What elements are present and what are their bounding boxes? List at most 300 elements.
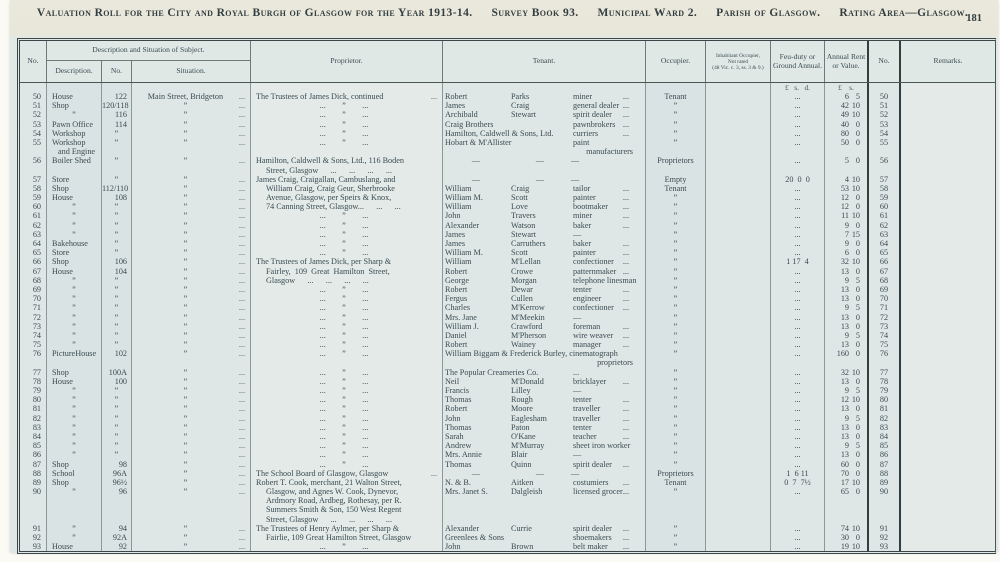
cell-inhabitant xyxy=(706,230,771,239)
tenant-occupation: foreman xyxy=(573,321,601,331)
cell-situation xyxy=(132,423,251,432)
tenant-occupation: belt maker xyxy=(573,542,608,552)
table-row xyxy=(20,110,995,119)
cell-street-no: ” xyxy=(102,441,132,450)
cell-no-right: 51 xyxy=(869,101,901,110)
rent-pounds: 9 xyxy=(844,330,849,340)
cell-feu-duty: ... xyxy=(771,340,825,349)
rent-shillings: 0 xyxy=(855,459,860,469)
cell-street-no: 96 xyxy=(102,487,132,496)
situation-text: ” xyxy=(183,202,188,212)
situation-text: ” xyxy=(183,441,188,451)
cell-no-left: 79 xyxy=(20,386,47,395)
cell-tenant xyxy=(443,496,646,505)
situation-dots xyxy=(245,505,250,514)
cell-no-right: 67 xyxy=(869,267,901,276)
table-row xyxy=(20,156,995,165)
cell-remarks xyxy=(901,441,995,450)
cell-occupier: ” xyxy=(646,441,706,450)
cell-description xyxy=(47,358,102,367)
table-row xyxy=(20,386,995,395)
cell-inhabitant xyxy=(706,340,771,349)
proprietor-dots xyxy=(437,533,442,542)
situation-dots: ... xyxy=(238,183,245,193)
tenant-occupation-cont xyxy=(633,515,645,524)
tenant-forename: Greenlees & Sons xyxy=(445,533,505,542)
rent-shillings: 0 xyxy=(855,404,860,414)
table-row xyxy=(20,211,995,220)
cell-feu-duty: ... xyxy=(771,404,825,413)
header-feu-duty: Feu-duty or Ground Annual. xyxy=(771,41,825,82)
tenant-forename: Robert xyxy=(445,340,468,350)
tenant-occupation: — xyxy=(571,174,580,184)
proprietor-dots xyxy=(437,267,442,276)
proprietor-dots xyxy=(437,276,442,285)
cell-description xyxy=(47,496,102,505)
tenant-surname xyxy=(511,368,573,377)
cell-no-right: 87 xyxy=(869,460,901,469)
proprietor-dots xyxy=(437,414,442,423)
cell-proprietor xyxy=(251,120,443,129)
tenant-occupation: spirit dealer xyxy=(573,110,612,120)
cell-description: ” xyxy=(47,340,102,349)
tenant-occupation: paint xyxy=(573,137,590,147)
proprietor-dots xyxy=(437,340,442,349)
cell-no-left: 72 xyxy=(20,313,47,322)
header-remarks: Remarks. xyxy=(933,56,963,66)
proprietor-text: Ardmory Road, Ardbeg, Rothesay, per R. xyxy=(266,496,402,506)
cell-proprietor xyxy=(251,515,443,524)
inhabitant-line1: Inhabitant Occupier, xyxy=(715,52,761,59)
cell-annual-rent xyxy=(825,524,869,533)
cell-inhabitant xyxy=(706,138,771,147)
tenant-occupation-cont xyxy=(633,478,645,487)
cell-inhabitant xyxy=(706,386,771,395)
cell-situation xyxy=(132,184,251,193)
tenant-occupation-cont xyxy=(633,110,645,119)
tenant-forename: William Biggam & Frederick Burley, cinematograph xyxy=(445,349,618,359)
cell-situation xyxy=(132,257,251,266)
cell-tenant xyxy=(443,322,646,331)
cell-remarks xyxy=(901,478,995,487)
scanned-document xyxy=(10,0,998,552)
rent-shillings: 0 xyxy=(855,468,860,478)
cell-street-no: 112/110 xyxy=(102,184,132,193)
cell-inhabitant xyxy=(706,469,771,478)
rent-shillings: 0 xyxy=(855,202,860,212)
cell-remarks xyxy=(901,533,995,542)
situation-dots: ... xyxy=(238,303,245,313)
cell-description: Store xyxy=(47,248,102,257)
situation-text: ” xyxy=(183,349,188,359)
cell-inhabitant xyxy=(706,92,771,101)
proprietor-text: 74 Canning Street, Glasgow... ... ... xyxy=(266,202,401,212)
cell-tenant xyxy=(443,156,646,165)
cell-description: PictureHouse xyxy=(47,349,102,358)
cell-tenant xyxy=(443,110,646,119)
tenant-occupation-cont xyxy=(633,423,645,432)
cell-no-right: 82 xyxy=(869,414,901,423)
rent-shillings: 0 xyxy=(855,119,860,129)
cell-no-right: 91 xyxy=(869,524,901,533)
proprietor-text: ... ” ... xyxy=(319,386,369,395)
cell-no-left xyxy=(20,166,47,175)
situation-text: ” xyxy=(183,119,188,129)
cell-proprietor xyxy=(251,193,443,202)
cell-no-left: 51 xyxy=(20,101,47,110)
cell-proprietor xyxy=(251,285,443,294)
tenant-forename: Robert xyxy=(445,92,468,101)
rent-pounds: 19 xyxy=(840,542,849,552)
rent-pounds: 9 xyxy=(844,220,849,230)
cell-street-no: ” xyxy=(102,294,132,303)
cell-occupier: ” xyxy=(646,377,706,386)
cell-annual-rent xyxy=(825,156,869,165)
cell-feu-duty: ... xyxy=(771,211,825,220)
cell-proprietor xyxy=(251,230,443,239)
cell-annual-rent xyxy=(825,533,869,542)
cell-feu-duty: ... xyxy=(771,110,825,119)
cell-annual-rent xyxy=(825,313,869,322)
cell-tenant xyxy=(443,377,646,386)
situation-text: ” xyxy=(183,248,188,258)
cell-description: ” xyxy=(47,110,102,119)
inhabitant-line3: (48 Vic. c. 3, ss. 3 & 9.) xyxy=(712,64,764,71)
cell-feu-duty: ... xyxy=(771,138,825,147)
situation-dots: ... xyxy=(238,266,245,276)
cell-occupier: ” xyxy=(646,110,706,119)
cell-remarks xyxy=(901,147,995,156)
header-occupier: Occupier. xyxy=(646,41,706,82)
proprietor-text: ... ” ... xyxy=(319,239,369,248)
title-rating-area: Rating Area—Glasgow. xyxy=(839,7,969,19)
cell-no-right: 74 xyxy=(869,331,901,340)
tenant-surname: Rough xyxy=(511,395,533,405)
cell-description: ” xyxy=(47,221,102,230)
tenant-dots: ... xyxy=(622,110,629,120)
cell-street-no: ” xyxy=(102,450,132,459)
cell-description: and Engine xyxy=(47,147,102,156)
proprietor-dots xyxy=(437,386,442,395)
tenant-forename: James xyxy=(445,239,466,248)
cell-occupier: Empty xyxy=(646,175,706,184)
cell-feu-duty: ... xyxy=(771,395,825,404)
table-row xyxy=(20,414,995,423)
cell-no-left: 77 xyxy=(20,368,47,377)
tenant-forename: — xyxy=(471,468,481,478)
situation-text: ” xyxy=(183,128,188,138)
cell-tenant xyxy=(443,441,646,450)
cell-proprietor xyxy=(251,414,443,423)
proprietor-dots xyxy=(437,524,442,533)
tenant-forename: John xyxy=(445,542,461,552)
situation-dots: ... xyxy=(238,211,245,221)
cell-proprietor xyxy=(251,202,443,211)
situation-dots xyxy=(245,358,250,367)
tenant-occupation-cont xyxy=(634,441,646,450)
tenant-surname: Stewart xyxy=(511,229,537,239)
cell-tenant xyxy=(443,221,646,230)
cell-street-no xyxy=(102,83,132,92)
cell-street-no: ” xyxy=(102,276,132,285)
cell-proprietor xyxy=(251,441,443,450)
cell-no-left: 50 xyxy=(20,92,47,101)
feu-units-label: £ s. d. xyxy=(771,83,825,92)
cell-situation xyxy=(132,377,251,386)
tenant-forename: William xyxy=(445,183,472,193)
rent-shillings: 0 xyxy=(855,431,860,441)
cell-occupier: ” xyxy=(646,460,706,469)
cell-remarks xyxy=(901,496,995,505)
cell-no-right: 71 xyxy=(869,303,901,312)
cell-annual-rent xyxy=(825,358,869,367)
proprietor-text: ... ” ... xyxy=(319,229,369,239)
rent-shillings: 0 xyxy=(855,340,860,350)
cell-no-left xyxy=(20,515,47,524)
tenant-surname xyxy=(511,120,573,129)
situation-dots: ... xyxy=(238,450,245,460)
situation-text: ” xyxy=(183,275,188,285)
cell-street-no: 122 xyxy=(102,92,132,101)
table-row xyxy=(20,441,995,450)
cell-street-no: ” xyxy=(102,138,132,147)
tenant-surname: Love xyxy=(511,202,528,212)
cell-no-right: 81 xyxy=(869,404,901,413)
tenant-surname: Aitken xyxy=(511,477,534,487)
cell-tenant xyxy=(443,129,646,138)
cell-proprietor xyxy=(251,156,443,165)
tenant-surname xyxy=(511,166,573,175)
tenant-occupation: miner xyxy=(573,92,593,101)
cell-annual-rent xyxy=(825,230,869,239)
proprietor-text xyxy=(251,358,256,367)
cell-situation xyxy=(132,386,251,395)
proprietor-text: ... ” ... xyxy=(319,376,369,386)
proprietor-dots xyxy=(437,156,442,165)
cell-feu-duty xyxy=(771,515,825,524)
cell-description xyxy=(47,515,102,524)
proprietor-text: ... ” ... xyxy=(319,284,369,294)
cell-description: ” xyxy=(47,423,102,432)
proprietor-dots xyxy=(437,285,442,294)
cell-annual-rent xyxy=(825,248,869,257)
tenant-occupation-cont: proprietors xyxy=(597,358,633,368)
cell-annual-rent xyxy=(825,276,869,285)
tenant-surname xyxy=(511,515,573,524)
cell-remarks xyxy=(901,101,995,110)
tenant-occupation-cont xyxy=(633,404,645,413)
tenant-occupation: tenter xyxy=(573,422,592,432)
situation-dots: ... xyxy=(238,239,245,248)
cell-situation xyxy=(132,129,251,138)
cell-description: House xyxy=(47,92,102,101)
cell-situation xyxy=(132,395,251,404)
tenant-surname xyxy=(511,358,573,367)
situation-dots: ... xyxy=(238,248,245,258)
cell-feu-duty: ... xyxy=(771,377,825,386)
cell-street-no: 114 xyxy=(102,120,132,129)
cell-no-left: 91 xyxy=(20,524,47,533)
cell-situation xyxy=(132,404,251,413)
cell-inhabitant xyxy=(706,294,771,303)
cell-street-no: 102 xyxy=(102,349,132,358)
cell-inhabitant xyxy=(706,239,771,248)
tenant-occupation-cont xyxy=(633,450,645,459)
tenant-dots: ... xyxy=(622,193,629,203)
situation-dots xyxy=(245,166,250,175)
tenant-forename xyxy=(443,515,511,524)
situation-dots: ... xyxy=(238,202,245,212)
cell-proprietor xyxy=(251,423,443,432)
rent-pounds xyxy=(825,358,849,367)
header-description-group xyxy=(47,41,251,82)
cell-proprietor xyxy=(251,276,443,285)
cell-no-left: 73 xyxy=(20,322,47,331)
cell-inhabitant xyxy=(706,221,771,230)
proprietor-dots xyxy=(437,211,442,220)
cell-description xyxy=(47,505,102,514)
cell-description: ” xyxy=(47,303,102,312)
cell-no-right: 62 xyxy=(869,221,901,230)
situation-dots: ... xyxy=(238,422,245,432)
tenant-forename: George xyxy=(445,275,469,285)
table-row xyxy=(20,496,995,505)
cell-occupier: Tenant xyxy=(646,92,706,101)
cell-occupier: ” xyxy=(646,239,706,248)
table-row xyxy=(20,358,995,367)
cell-feu-duty: 20 0 0 xyxy=(771,175,825,184)
cell-tenant xyxy=(443,478,646,487)
cell-tenant xyxy=(443,166,646,175)
tenant-occupation: teacher xyxy=(573,431,597,441)
situation-dots: ... xyxy=(238,459,245,469)
cell-no-right: 59 xyxy=(869,193,901,202)
cell-occupier: ” xyxy=(646,221,706,230)
cell-proprietor xyxy=(251,450,443,459)
cell-no-right xyxy=(869,515,901,524)
rent-pounds: 13 xyxy=(840,312,849,322)
cell-inhabitant xyxy=(706,166,771,175)
cell-annual-rent xyxy=(825,239,869,248)
proprietor-text: William Craig, Craig Geur, Sherbrooke xyxy=(266,183,395,193)
cell-description: Shop xyxy=(47,184,102,193)
cell-tenant xyxy=(443,460,646,469)
cell-situation xyxy=(132,487,251,496)
cell-annual-rent xyxy=(825,166,869,175)
cell-feu-duty: ... xyxy=(771,276,825,285)
tenant-occupation: confectioner xyxy=(573,257,614,267)
cell-feu-duty: ... xyxy=(771,202,825,211)
cell-no-right: 52 xyxy=(869,110,901,119)
tenant-dots: ... xyxy=(622,119,629,129)
cell-remarks xyxy=(901,276,995,285)
cell-street-no: 98 xyxy=(102,460,132,469)
cell-description: Shop xyxy=(47,368,102,377)
cell-inhabitant xyxy=(706,533,771,542)
situation-text: ” xyxy=(183,294,188,304)
cell-remarks xyxy=(901,505,995,514)
cell-street-no: ” xyxy=(102,395,132,404)
cell-inhabitant xyxy=(706,377,771,386)
cell-occupier: ” xyxy=(646,129,706,138)
proprietor-dots xyxy=(437,460,442,469)
cell-remarks xyxy=(901,542,995,551)
table-row xyxy=(20,101,995,110)
cell-no-left xyxy=(20,83,47,92)
proprietor-text: ... ” ... xyxy=(319,211,369,221)
cell-situation xyxy=(132,358,251,367)
cell-street-no: 116 xyxy=(102,110,132,119)
tenant-dots: ... xyxy=(622,220,629,230)
cell-remarks xyxy=(901,303,995,312)
cell-occupier: ” xyxy=(646,423,706,432)
cell-situation xyxy=(132,248,251,257)
cell-tenant xyxy=(443,340,646,349)
rent-shillings: 0 xyxy=(855,266,860,276)
proprietor-dots: ... xyxy=(430,92,437,101)
tenant-surname xyxy=(511,533,573,542)
situation-dots: ... xyxy=(238,257,245,267)
situation-text: ” xyxy=(183,376,188,386)
cell-street-no: 106 xyxy=(102,257,132,266)
tenant-dots: ... xyxy=(622,330,629,340)
cell-description: Store xyxy=(47,175,102,184)
tenant-dots: ... xyxy=(622,340,629,350)
cell-proprietor xyxy=(251,267,443,276)
title-parish: Parish of Glasgow. xyxy=(716,7,821,19)
cell-street-no: ” xyxy=(102,221,132,230)
tenant-dots: ... xyxy=(622,459,629,469)
tenant-surname xyxy=(511,147,573,156)
cell-description: Shop xyxy=(47,257,102,266)
proprietor-text: ... ” ... xyxy=(319,294,369,304)
cell-occupier: ” xyxy=(646,202,706,211)
cell-description: Workshop xyxy=(47,129,102,138)
rent-pounds: 42 xyxy=(840,101,849,111)
cell-street-no: ” xyxy=(102,432,132,441)
tenant-forename: Hamilton, Caldwell & Sons, Ltd. xyxy=(445,128,554,138)
cell-description: ” xyxy=(47,276,102,285)
table-row xyxy=(20,322,995,331)
proprietor-dots xyxy=(437,496,442,505)
tenant-occupation-cont xyxy=(633,285,645,294)
rent-shillings: 0 xyxy=(855,193,860,203)
cell-situation xyxy=(132,441,251,450)
cell-feu-duty: ... xyxy=(771,487,825,496)
cell-no-left: 57 xyxy=(20,175,47,184)
cell-description: Shop xyxy=(47,460,102,469)
rent-pounds: 9 xyxy=(844,386,849,395)
header-tenant: Tenant. xyxy=(443,41,646,82)
proprietor-text: ... ” ... xyxy=(319,303,369,313)
proprietor-dots xyxy=(437,147,442,156)
tenant-dots: ... xyxy=(622,477,629,487)
cell-situation xyxy=(132,331,251,340)
cell-no-right: 77 xyxy=(869,368,901,377)
cell-proprietor xyxy=(251,248,443,257)
tenant-surname: M'Meekin xyxy=(511,312,545,322)
cell-description: ” xyxy=(47,331,102,340)
situation-text: ” xyxy=(183,193,188,203)
tenant-surname: Dewar xyxy=(511,284,533,294)
situation-dots: ... xyxy=(238,376,245,386)
cell-remarks xyxy=(901,184,995,193)
cell-tenant xyxy=(443,432,646,441)
cell-feu-duty: ... xyxy=(771,441,825,450)
tenant-dots: ... xyxy=(622,101,629,111)
proprietor-dots xyxy=(437,101,442,110)
tenant-forename: James xyxy=(445,229,466,239)
